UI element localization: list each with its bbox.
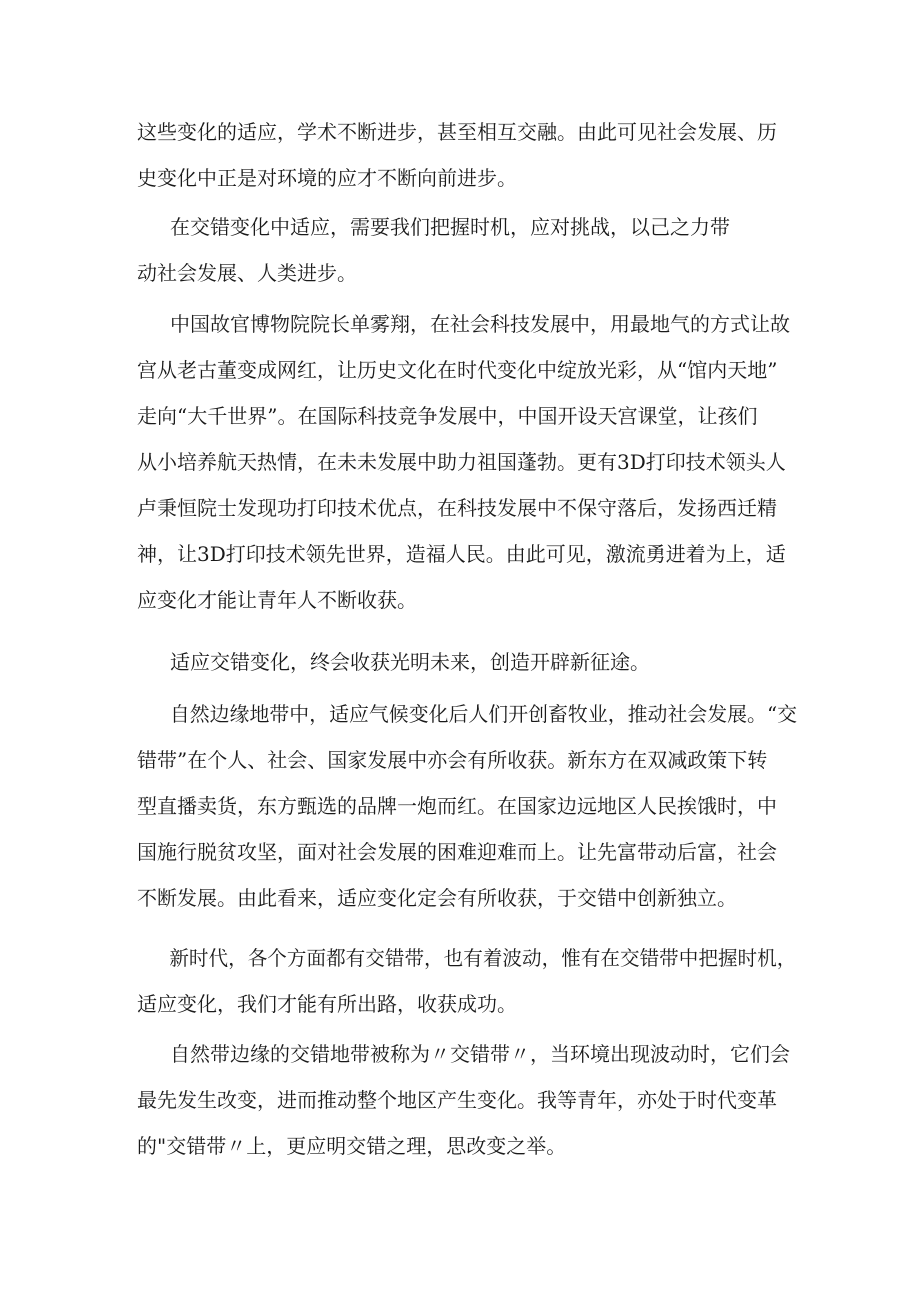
text-line: 史变化中正是对环境的应才不断向前进步。 xyxy=(137,166,517,190)
paragraph xyxy=(137,301,797,623)
text-line: 适应变化，我们才能有所出路，收获成功。 xyxy=(137,992,517,1016)
text-line: 应变化才能让青年人不断收获。 xyxy=(137,588,417,612)
paragraph xyxy=(137,639,797,685)
text-line: 走向“大千世界”。在国际科技竞争发展中，中国开设天宫课堂，让孩们 xyxy=(137,404,758,428)
text-line: 神，让3D打印技术领先世界，造福人民。由此可见，激流勇进着为上，适 xyxy=(137,542,786,566)
text-line: 自然带边缘的交错地带被称为〃交错带〃，当环境出现波动时，它们会 xyxy=(170,1042,790,1066)
text-line: 不断发展。由此看来，适应变化定会有所收获，于交错中创新独立。 xyxy=(137,886,737,910)
text-line: 动社会发展、人类进步。 xyxy=(137,261,357,285)
text-line: 适应交错变化，终会收获光明未来，创造开辟新征途。 xyxy=(170,650,650,674)
paragraph xyxy=(137,935,797,1027)
text-line: 新时代，各个方面都有交错带，也有着波动，惟有在交错带中把握时机， xyxy=(169,946,797,970)
text-line: 从小培养航天热情，在未未发展中助力祖国蓬勃。更有3D打印技术领头人 xyxy=(137,450,786,474)
text-line: 错带”在个人、社会、国家发展中亦会有所收获。新东方在双减政策下转 xyxy=(137,748,768,772)
text-line: 的"交错带〃上，更应明交错之理，思改变之举。 xyxy=(137,1134,567,1158)
text-line: 自然边缘地带中，适应气候变化后人们开创畜牧业，推动社会发展。“交 xyxy=(169,702,798,726)
text-line: 卢秉恒院士发现功打印技术优点，在科技发展中不保守落后，发扬西迁精 xyxy=(137,496,777,520)
text-line: 这些变化的适应，学术不断进步，甚至相互交融。由此可见社会发展、历 xyxy=(137,120,777,144)
text-line: 在交错变化中适应，需要我们把握时机，应对挑战，以己之力带 xyxy=(170,215,730,239)
paragraph xyxy=(137,109,797,201)
paragraph xyxy=(137,691,797,921)
text-line: 中国故官博物院院长单雾翔，在社会科技发展中，用最地气的方式让故 xyxy=(170,312,790,336)
paragraph xyxy=(137,204,797,296)
text-line: 型直播卖货，东方甄选的品牌一炮而红。在国家边远地区人民挨饿时，中 xyxy=(137,794,777,818)
text-line: 宫从老古董变成网红，让历史文化在时代变化中绽放光彩，从“馆内天地” xyxy=(137,358,778,382)
text-line: 最先发生改变，进而推动整个地区产生变化。我等青年，亦处于时代变革 xyxy=(137,1088,777,1112)
text-line: 国施行脱贫攻坚，面对社会发展的困难迎难而上。让先富带动后富，社会 xyxy=(137,840,777,864)
paragraph xyxy=(137,1031,797,1169)
